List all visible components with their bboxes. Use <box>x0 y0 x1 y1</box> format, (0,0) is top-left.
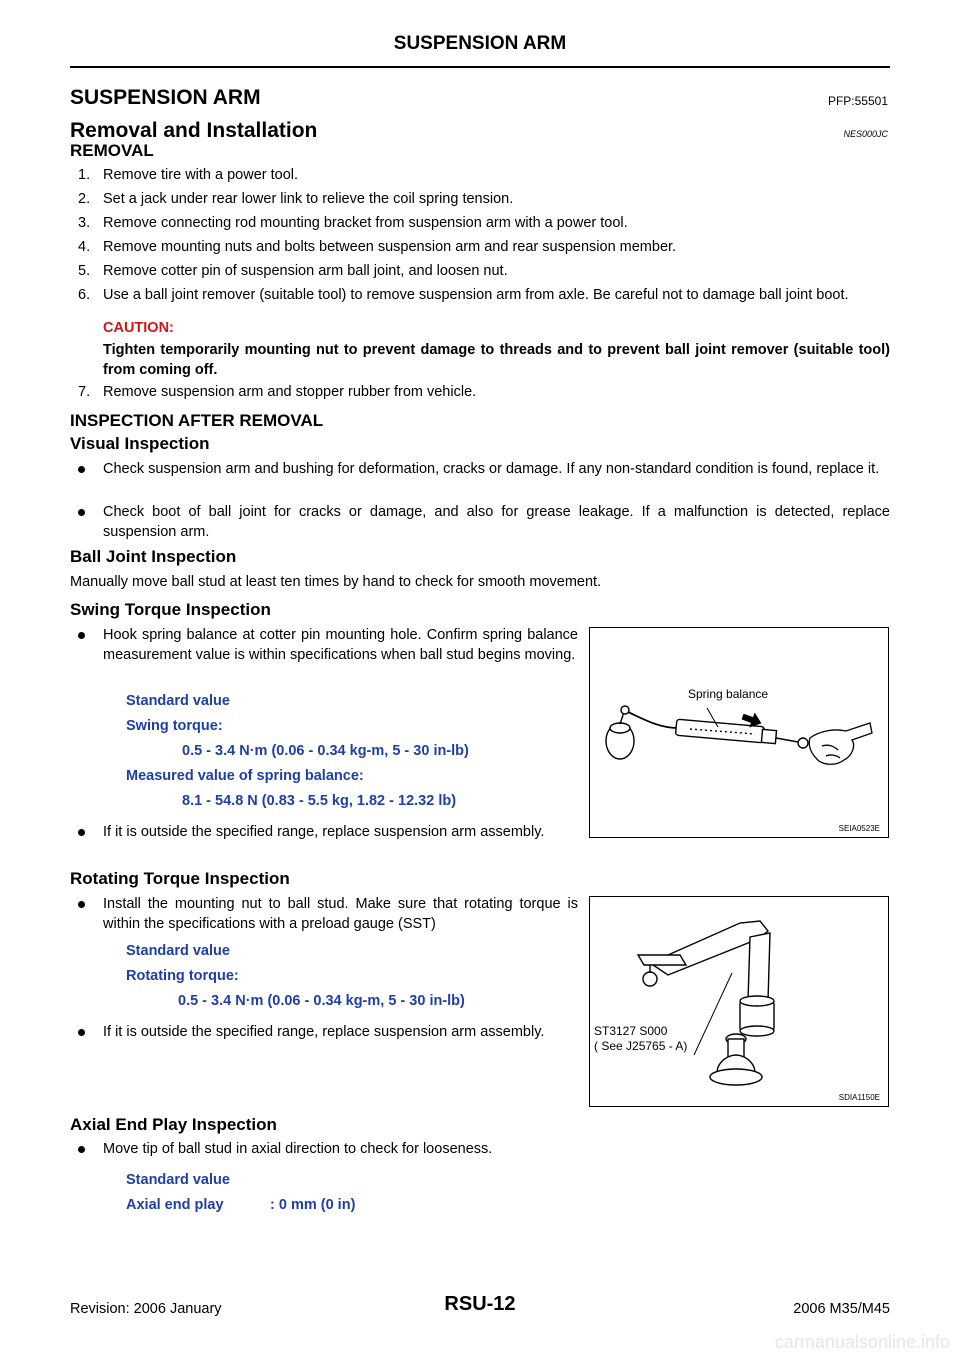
ball-joint-heading: Ball Joint Inspection <box>70 547 237 566</box>
spec-label: Standard value <box>126 1172 230 1188</box>
step-text: Remove mounting nuts and bolts between suspension arm and rear suspension member. <box>103 239 677 255</box>
bullet-dot <box>78 1029 85 1036</box>
step-number: 1. <box>78 167 91 183</box>
preload-gauge-figure <box>589 896 889 1107</box>
bullet-dot <box>78 509 85 516</box>
swing-torque-label: Swing torque: <box>126 718 223 734</box>
subsection-title: Removal and Installation <box>70 119 318 142</box>
bullet-item <box>78 894 578 934</box>
rotating-torque-label: Rotating torque: <box>126 968 239 984</box>
bullet-dot <box>78 466 85 473</box>
spring-balance-illustration <box>590 628 888 837</box>
bullet-dot <box>78 901 85 908</box>
bullet-item <box>78 1139 890 1159</box>
tool-callout-line1: ST3127 S000 <box>594 1024 668 1038</box>
caution-label: CAUTION: <box>103 320 174 336</box>
step-text: Remove suspension arm and stopper rubber from vehicle. <box>103 384 477 400</box>
tool-callout-line2: ( See J25765 - A) <box>594 1039 688 1053</box>
bullet-item <box>78 459 890 499</box>
step-text: Remove tire with a power tool. <box>103 167 299 183</box>
header-divider <box>70 66 890 68</box>
bullet-text: Hook spring balance at cotter pin mounting hole. Confirm spring balance measurement value is within specifications when ball stud begins moving. <box>103 627 578 663</box>
rotating-torque-value: 0.5 - 3.4 N·m (0.06 - 0.34 kg-m, 5 - 30 in-lb) <box>178 993 465 1009</box>
swing-torque-value: 0.5 - 3.4 N·m (0.06 - 0.34 kg-m, 5 - 30 in-lb) <box>182 743 469 759</box>
footer-revision: Revision: 2006 January <box>70 1301 222 1317</box>
removal-step <box>78 213 898 233</box>
axial-play-value: : 0 mm (0 in) <box>270 1197 356 1213</box>
bullet-item <box>78 625 578 685</box>
footer-page-number: RSU-12 <box>444 1293 516 1315</box>
removal-step <box>78 237 898 257</box>
hand-drawing <box>809 723 872 764</box>
bullet-text: Move tip of ball stud in axial direction to check for looseness. <box>103 1141 493 1157</box>
step-text: Remove cotter pin of suspension arm ball joint, and loosen nut. <box>103 263 508 279</box>
removal-step <box>78 285 898 325</box>
spec-label: Standard value <box>126 943 230 959</box>
bullet-item <box>78 1022 578 1062</box>
visual-inspection-heading: Visual Inspection <box>70 434 210 453</box>
bullet-dot <box>78 829 85 836</box>
step-number: 3. <box>78 215 91 231</box>
footer-model: 2006 M35/M45 <box>793 1301 890 1317</box>
figure-code: SDIA1150E <box>838 1093 880 1102</box>
step-text: Use a ball joint remover (suitable tool) to remove suspension arm from axle. Be careful not to damage ball joint boot. <box>103 287 849 303</box>
spec-label: Standard value <box>126 693 230 709</box>
bullet-text: Check suspension arm and bushing for deformation, cracks or damage. If any non-standard condition is found, replace it. <box>103 461 880 477</box>
bullet-text: Install the mounting nut to ball stud. Make sure that rotating torque is within the specifications with a preload gauge (SST) <box>103 896 578 932</box>
page-header-title: SUSPENSION ARM <box>393 33 567 54</box>
step-number: 7. <box>78 384 91 400</box>
bullet-item <box>78 502 890 542</box>
axial-end-play-heading: Axial End Play Inspection <box>70 1115 277 1134</box>
ball-joint-drawing <box>710 1034 762 1085</box>
ball-joint-drawing <box>606 706 634 759</box>
step-number: 6. <box>78 287 91 303</box>
balance-string <box>628 712 678 728</box>
inspection-heading: INSPECTION AFTER REMOVAL <box>70 411 324 430</box>
spring-balance-figure <box>589 627 889 838</box>
watermark: carmanualsonline.info <box>774 1332 950 1352</box>
step-number: 5. <box>78 263 91 279</box>
removal-heading: REMOVAL <box>70 141 154 160</box>
bullet-item <box>78 822 578 862</box>
ball-joint-text: Manually move ball stud at least ten times by hand to check for smooth movement. <box>70 574 602 590</box>
preload-gauge-illustration <box>590 897 888 1106</box>
axial-play-label: Axial end play <box>126 1197 224 1213</box>
subsection-code: NES000JC <box>843 129 888 139</box>
rotating-torque-heading: Rotating Torque Inspection <box>70 869 290 888</box>
removal-step <box>78 189 898 209</box>
removal-step <box>78 382 898 402</box>
bullet-text: If it is outside the specified range, replace suspension arm assembly. <box>103 824 545 840</box>
section-title: SUSPENSION ARM <box>70 86 261 109</box>
step-number: 2. <box>78 191 91 207</box>
figure-code: SEIA0523E <box>838 824 880 833</box>
bullet-dot <box>78 1146 85 1153</box>
removal-step <box>78 165 898 185</box>
step-text: Remove connecting rod mounting bracket from suspension arm with a power tool. <box>103 215 628 231</box>
swing-torque-heading: Swing Torque Inspection <box>70 600 271 619</box>
removal-step <box>78 261 898 281</box>
measured-label: Measured value of spring balance: <box>126 768 364 784</box>
bullet-dot <box>78 632 85 639</box>
pfp-code: PFP:55501 <box>827 94 888 108</box>
bullet-text: If it is outside the specified range, replace suspension arm assembly. <box>103 1024 545 1040</box>
caution-text: Tighten temporarily mounting nut to prevent damage to threads and to prevent ball joint remover (suitable tool) from coming off. <box>103 342 890 378</box>
step-number: 4. <box>78 239 91 255</box>
measured-value: 8.1 - 54.8 N (0.83 - 5.5 kg, 1.82 - 12.32 lb) <box>182 793 457 809</box>
step-text: Set a jack under rear lower link to relieve the coil spring tension. <box>103 191 514 207</box>
preload-gauge-drawing <box>638 921 774 1036</box>
bullet-text: Check boot of ball joint for cracks or damage, and also for grease leakage. If a malfunction is detected, replace suspension arm. <box>103 504 890 540</box>
spring-balance-drawing <box>675 719 808 748</box>
spring-balance-callout: Spring balance <box>688 687 769 701</box>
